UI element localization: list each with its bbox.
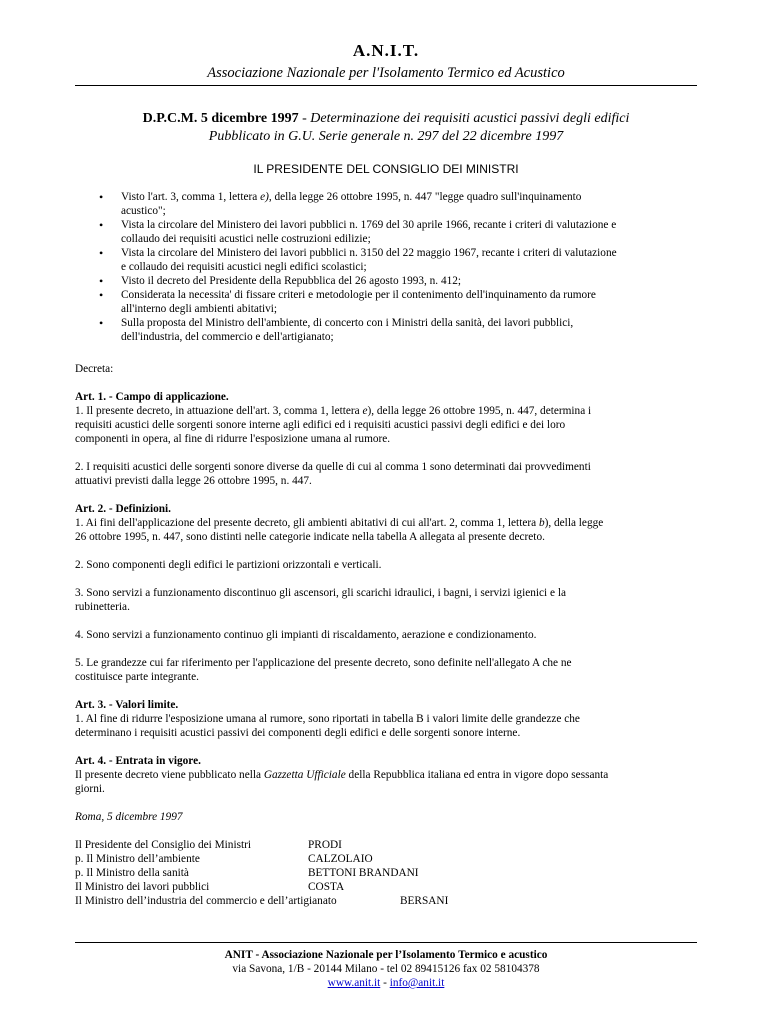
signatory-name: COSTA [308,881,345,893]
article-2-paragraph-5: 5. Le grandezze cui far riferimento per l'applicazione del presente decreto, sono definite nell'allegato A che ne costituisce parte integrante. [75,657,572,683]
article-2-paragraph-2: 2. Sono componenti degli edifici le partizioni orizzontali e verticali. [75,559,382,571]
article-2-paragraph-1: 1. Ai fini dell'applicazione del presente decreto, gli ambienti abitativi di cui all'art. 2, comma 1, lettera b), della legge 26 ottobre 1995, n. 447, sono distinti nelle categorie indicate nella tabella A allegata al presente decreto. [75,517,604,543]
footer-contacts: www.anit.it - info@anit.it [327,977,445,989]
signatory-role: Il Ministro dei lavori pubblici [75,881,210,893]
footer-org-name: - Associazione Nazionale per l’Isolamento Termico e acustico [252,949,548,961]
premises-list [75,190,697,344]
signatory-role: p. Il Ministro della sanità [75,867,189,879]
article-1-title: Art. 1. - Campo di applicazione. [75,391,229,403]
decree-separator: - [298,111,311,126]
header-divider [75,85,697,86]
premise-item: • Sulla proposta del Ministro dell'ambiente, di concerto con i Ministri della sanità, dei lavori pubblici, dell'industria, del commercio e dell'artigianato; [75,316,697,344]
article-4 [75,754,697,796]
decree-ref: D.P.C.M. 5 dicembre 1997 [142,111,299,126]
decree-publication: Pubblicato in G.U. Serie generale n. 297 del 22 dicembre 1997 [208,129,564,144]
signatory-name: PRODI [308,839,342,851]
signatory-name: BETTONI BRANDANI [308,867,419,879]
signatory-role: Il Presidente del Consiglio dei Ministri [75,839,252,851]
decree-heading [75,110,697,146]
article-2-paragraph-3: 3. Sono servizi a funzionamento discontinuo gli ascensori, gli scarichi idraulici, i bagni, i servizi igienici e la rubinetteria. [75,587,566,613]
footer-address: via Savona, 1/B - 20144 Milano - tel 02 89415126 fax 02 58104378 [232,963,540,975]
decree-title: Determinazione dei requisiti acustici passivi degli edifici [310,111,630,126]
signatory-name: CALZOLAIO [308,853,373,865]
website-link[interactable]: www.anit.it [327,977,381,989]
signatory-role: p. Il Ministro dell’ambiente [75,853,200,865]
article-4-title: Art. 4. - Entrata in vigore. [75,755,201,767]
article-1 [75,390,697,446]
article-3-title: Art. 3. - Valori limite. [75,699,179,711]
article-4-paragraph-1: Il presente decreto viene pubblicato nella Gazzetta Ufficiale della Repubblica italiana ed entra in vigore dopo sessanta giorni. [75,769,609,795]
header-subtitle: Associazione Nazionale per l'Isolamento Termico ed Acustico [207,65,565,81]
decreta-label: Decreta: [75,363,114,375]
article-2 [75,502,697,544]
premise-item: • Visto l'art. 3, comma 1, lettera e), della legge 26 ottobre 1995, n. 447 "legge quadro sull'inquinamento acustico"; [75,190,697,218]
footer-org [75,948,697,962]
premise-item: • Visto il decreto del Presidente della Repubblica del 26 agosto 1993, n. 412; [75,274,697,288]
header-title: A.N.I.T. [352,41,420,60]
footer-org-acronym: ANIT [224,949,253,961]
premise-item: • Vista la circolare del Ministero dei lavori pubblici n. 3150 del 22 maggio 1967, recante i criteri di valutazione e collaudo dei requisiti acustici negli edifici scolastici; [75,246,697,274]
footer-divider [75,942,697,943]
article-2-paragraph-4: 4. Sono servizi a funzionamento continuo gli impianti di riscaldamento, aerazione e condizionamento. [75,629,537,641]
premise-item: • Vista la circolare del Ministero dei lavori pubblici n. 1769 del 30 aprile 1966, recante i criteri di valutazione e collaudo dei requisiti acustici nelle costruzioni edilizie; [75,218,697,246]
article-3 [75,698,697,740]
premise-item: • Considerata la necessita' di fissare criteri e metodologie per il contenimento dell'inquinamento da rumore all'interno degli ambienti abitativi; [75,288,697,316]
email-link[interactable]: info@anit.it [389,977,445,989]
article-3-paragraph-1: 1. Al fine di ridurre l'esposizione umana al rumore, sono riportati in tabella B i valori limite delle grandezze che determinano i requisiti acustici passivi dei componenti degli edifici e delle sorgenti sonore interne. [75,713,580,739]
issuer-heading: IL PRESIDENTE DEL CONSIGLIO DEI MINISTRI [253,162,519,176]
article-1-paragraph-1: 1. Il presente decreto, in attuazione dell'art. 3, comma 1, lettera e), della legge 26 ottobre 1995, n. 447, determina i requisiti acustici delle sorgenti sonore interne agli edifici ed i requisiti acustici passivi degli edifici e dei loro componenti in opera, al fine di ridurre l'esposizione umana al rumore. [75,405,592,445]
date-place: Roma, 5 dicembre 1997 [75,811,183,823]
article-1-paragraph-2: 2. I requisiti acustici delle sorgenti sonore diverse da quelle di cui al comma 1 sono determinati dai provvedimenti attuativi previsti dalla legge 26 ottobre 1995, n. 447. [75,461,591,487]
signatures-block [75,838,697,908]
signatory-role: Il Ministro dell’industria del commercio e dell’artigianato [75,895,337,907]
article-2-title: Art. 2. - Definizioni. [75,503,172,515]
signatory-name: BERSANI [400,895,449,907]
